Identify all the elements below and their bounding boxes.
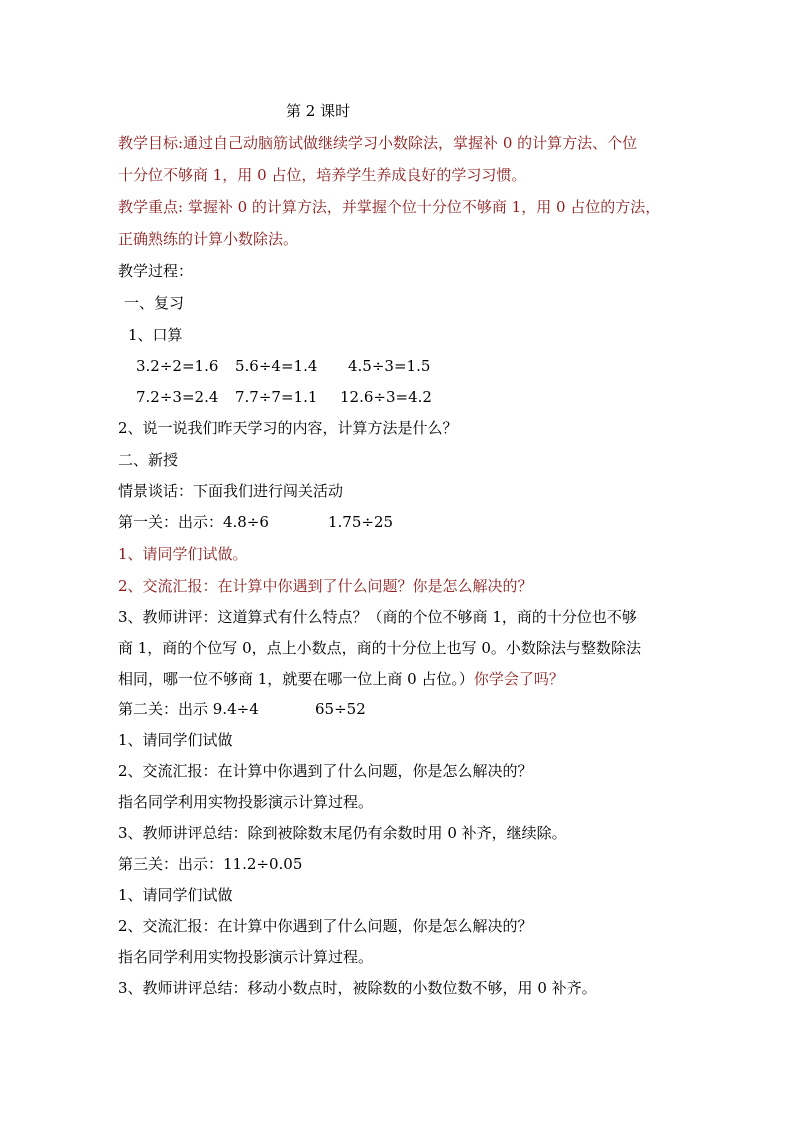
level-1-step-3-line-1: 3、教师讲评：这道算式有什么特点？（商的个位不够商 1，商的十分位也不够 bbox=[118, 608, 637, 626]
level-3-demo: 指名同学利用实物投影演示计算过程。 bbox=[118, 948, 374, 966]
level-2-step-1: 1、请同学们试做 bbox=[118, 731, 233, 749]
level-2-demo: 指名同学利用实物投影演示计算过程。 bbox=[118, 793, 374, 811]
level-3-step-1: 1、请同学们试做 bbox=[118, 886, 233, 904]
teaching-focus-line-2: 正确熟练的计算小数除法。 bbox=[118, 230, 299, 248]
oral-calc-item: 4.5÷3=1.5 bbox=[348, 357, 431, 375]
review-heading: 一、复习 bbox=[124, 294, 185, 312]
level-2-step-3: 3、教师讲评总结：除到被除数末尾仍有余数时用 0 补齐，继续除。 bbox=[118, 824, 567, 842]
teaching-goal-line-1: 教学目标:通过自己动脑筋试做继续学习小数除法，掌握补 0 的计算方法、个位 bbox=[118, 134, 638, 152]
level-1-step-3-line-3 bbox=[118, 669, 564, 689]
level-2-step-2: 2、交流汇报：在计算中你遇到了什么问题，你是怎么解决的？ bbox=[118, 762, 533, 780]
level-2-expression-2: 65÷52 bbox=[315, 700, 366, 718]
level-1-step-3-text: 相同，哪一位不够商 1，就要在哪一位上商 0 占位。） bbox=[118, 670, 474, 688]
level-3-step-2: 2、交流汇报：在计算中你遇到了什么问题，你是怎么解决的？ bbox=[118, 917, 533, 935]
oral-calc-item: 12.6÷3=4.2 bbox=[340, 388, 432, 406]
level-1-step-3-line-2: 商 1，商的个位写 0，点上小数点，商的十分位上也写 0。小数除法与整数除法 bbox=[118, 639, 641, 657]
level-1-step-2: 2、交流汇报：在计算中你遇到了什么问题？你是怎么解决的？ bbox=[118, 577, 533, 595]
scenario-intro: 情景谈话：下面我们进行闯关活动 bbox=[118, 482, 344, 500]
level-1-step-3-question: 你学会了吗？ bbox=[473, 670, 564, 688]
process-heading: 教学过程： bbox=[118, 262, 194, 280]
oral-calc-item: 3.2÷2=1.6 bbox=[136, 357, 219, 375]
level-3-step-3: 3、教师讲评总结：移动小数点时，被除数的小数位数不够，用 0 补齐。 bbox=[118, 979, 597, 997]
oral-calc-item: 7.2÷3=2.4 bbox=[136, 388, 219, 406]
review-question-2: 2、说一说我们昨天学习的内容，计算方法是什么？ bbox=[118, 419, 458, 437]
level-1-heading: 第一关：出示：4.8÷6 bbox=[118, 513, 269, 531]
oral-calc-item: 5.6÷4=1.4 bbox=[235, 357, 318, 375]
level-2-heading: 第二关：出示 9.4÷4 bbox=[118, 700, 259, 718]
oral-calc-item: 7.7÷7=1.1 bbox=[235, 388, 318, 406]
level-1-step-1: 1、请同学们试做。 bbox=[118, 545, 248, 563]
level-3-heading: 第三关：出示：11.2÷0.05 bbox=[118, 855, 303, 873]
teaching-focus-line-1: 教学重点: 掌握补 0 的计算方法，并掌握个位十分位不够商 1，用 0 占位的方法， bbox=[118, 198, 661, 216]
lesson-title: 第 2 课时 bbox=[286, 102, 351, 120]
oral-calc-heading: 1、口算 bbox=[128, 326, 183, 344]
teaching-goal-line-2: 十分位不够商 1，用 0 占位，培养学生养成良好的学习习惯。 bbox=[118, 166, 527, 184]
new-lesson-heading: 二、新授 bbox=[118, 451, 179, 469]
level-1-expression-2: 1.75÷25 bbox=[328, 513, 394, 531]
